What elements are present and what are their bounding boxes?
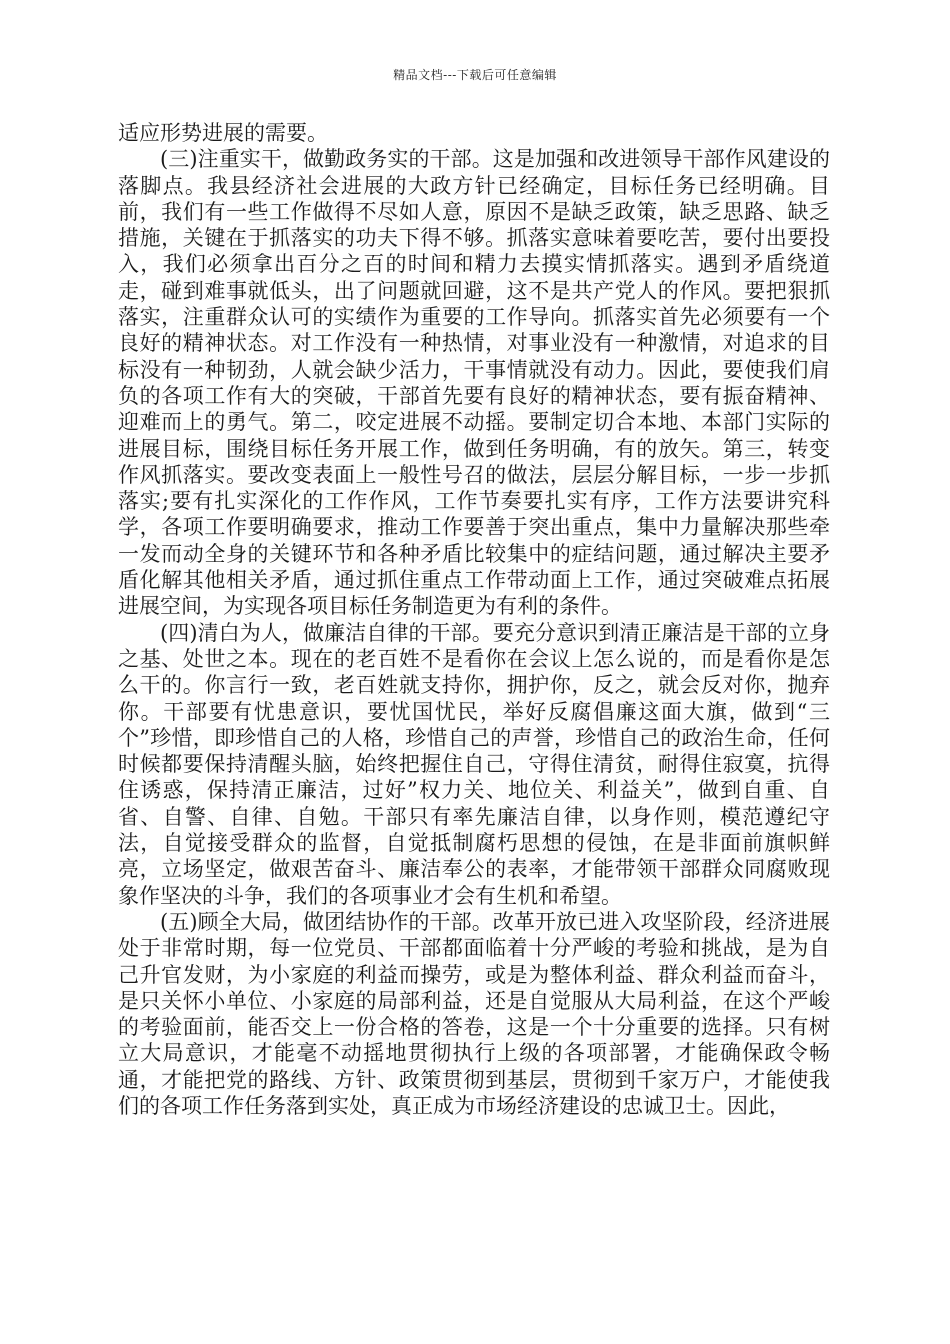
paragraph-section-3: (三)注重实干，做勤政务实的干部。这是加强和改进领导干部作风建设的落脚点。我县经济社会进展的大政方针已经确定，目标任务已经明确。目前，我们有一些工作做得不尽如人意，原因不是缺乏政策，缺乏思路、缺乏措施，关键在于抓落实的功夫下得不够。抓落实意味着要吃苦，要付出要投入，我们必须拿出百分之百的时间和精力去摸实情抓落实。遇到矛盾绕道走，碰到难事就低头，出了问题就回避，这不是共产党人的作风。要把狠抓落实，注重群众认可的实绩作为重要的工作导向。抓落实首先必须要有一个良好的精神状态。对工作没有一种热情，对事业没有一种激情，对追求的目标没有一种韧劲，人就会缺少活力，干事情就没有动力。因此，要使我们肩负的各项工作有大的突破，干部首先要有良好的精神状态，要有振奋精神、迎难而上的勇气。第二，咬定进展不动摇。要制定切合本地、本部门实际的进展目标，围绕目标任务开展工作，做到任务明确，有的放矢。第三，转变作风抓落实。要改变表面上一般性号召的做法，层层分解目标，一步一步抓落实;要有扎实深化的工作作风，工作节奏要扎实有序，工作方法要讲究科学，各项工作要明确要求，推动工作要善于突出重点，集中力量解决那些牵一发而动全身的关键环节和各种矛盾比较集中的症结问题，通过解决主要矛盾化解其他相关矛盾，通过抓住重点工作带动面上工作，通过突破难点拓展进展空间，为实现各项目标任务制造更为有利的条件。 [118, 147, 830, 619]
paragraph-section-4: (四)清白为人，做廉洁自律的干部。要充分意识到清正廉洁是干部的立身之基、处世之本。现在的老百姓不是看你在会议上怎么说的，而是看你是怎么干的。你言行一致，老百姓就支持你，拥护你，反之，就会反对你，抛弃你。干部要有忧患意识，要忧国忧民，举好反腐倡廉这面大旗，做到“三个”珍惜，即珍惜自己的人格，珍惜自己的声誉，珍惜自己的政治生命，任何时候都要保持清醒头脑，始终把握住自己，守得住清贫，耐得住寂寞，抗得住诱惑，保持清正廉洁，过好”权力关、地位关、利益关”，做到自重、自省、自警、自律、自勉。干部只有率先廉洁自律，以身作则，模范遵纪守法，自觉接受群众的监督，自觉抵制腐朽思想的侵蚀，在是非面前旗帜鲜亮，立场坚定，做艰苦奋斗、廉洁奉公的表率，才能带领干部群众同腐败现象作坚决的斗争，我们的各项事业才会有生机和希望。 [118, 620, 830, 908]
paragraph-section-5: (五)顾全大局，做团结协作的干部。改革开放已进入攻坚阶段，经济进展处于非常时期，每一位党员、干部都面临着十分严峻的考验和挑战，是为自己升官发财，为小家庭的利益而操劳，或是为整体利益、群众利益而奋斗，是只关怀小单位、小家庭的局部利益，还是自觉服从大局利益，在这个严峻的考验面前，能否交上一份合格的答卷，这是一个十分重要的选择。只有树立大局意识，才能毫不动摇地贯彻执行上级的各项部署，才能确保政令畅通，才能把党的路线、方针、政策贯彻到基层，贯彻到千家万户，才能使我们的各项工作任务落到实处，真正成为市场经济建设的忠诚卫士。因此， [118, 909, 830, 1118]
paragraph-continuation: 适应形势进展的需要。 [118, 121, 328, 145]
page-header: 精品文档---下载后可任意编辑 [393, 68, 557, 82]
document-body [118, 120, 830, 1119]
